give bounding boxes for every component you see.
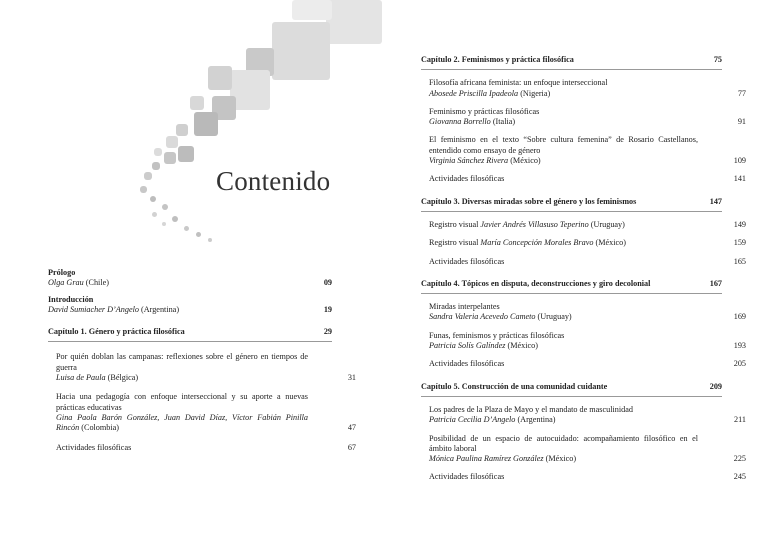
entry-label: Prólogo xyxy=(48,268,76,277)
square-decoration xyxy=(190,96,204,110)
item-title: Por quién doblan las campanas: reflexiones sobre el género en tiempos de guerra xyxy=(56,352,308,372)
entry-author: David Sumiacher D’Angelo xyxy=(48,304,139,314)
page-number: 167 xyxy=(709,278,722,288)
item-title: Los padres de la Plaza de Mayo y el mandato de masculinidad xyxy=(429,404,633,414)
square-decoration xyxy=(172,216,178,222)
item-country: (México) xyxy=(505,341,538,351)
page-number: 205 xyxy=(733,359,746,369)
toc-item xyxy=(429,404,746,426)
decorative-squares xyxy=(0,0,400,260)
square-decoration xyxy=(230,70,270,110)
item-country: (Nigeria) xyxy=(518,88,551,98)
page-number: 67 xyxy=(347,442,356,452)
item-country: (México) xyxy=(593,238,626,248)
chapter-title: Capítulo 5. Construcción de una comunidad cuidante xyxy=(421,381,608,391)
square-decoration xyxy=(164,152,176,164)
chapter-heading xyxy=(421,279,722,294)
item-country: (Uruguay) xyxy=(588,219,625,229)
item-country: (Uruguay) xyxy=(535,312,572,322)
toc-item xyxy=(429,433,746,465)
chapter-heading xyxy=(421,55,722,70)
page-number: 47 xyxy=(347,423,356,433)
toc-item xyxy=(429,78,746,99)
square-decoration xyxy=(176,124,188,136)
item-country: (México) xyxy=(508,156,541,166)
square-decoration xyxy=(292,0,332,20)
toc-item xyxy=(429,359,746,369)
page-number: 209 xyxy=(709,381,722,391)
square-decoration xyxy=(326,0,382,44)
entry-country: (Chile) xyxy=(83,278,109,288)
item-title: Funas, feminismos y prácticas filosóficas xyxy=(429,330,565,340)
page-number: 19 xyxy=(323,304,332,314)
item-author: Patricia Solís Galíndez xyxy=(429,341,506,351)
page-title: Contenido xyxy=(216,166,331,196)
toc-entry-introduccion xyxy=(48,295,332,316)
item-author: Sandra Valeria Acevedo Cameto xyxy=(429,312,536,322)
page-number: 91 xyxy=(737,117,746,127)
square-decoration xyxy=(140,186,147,193)
chapter-heading xyxy=(421,197,722,212)
chapter-title: Capítulo 2. Feminismos y práctica filosófica xyxy=(421,55,574,64)
item-author: Abosede Priscilla Ipadeola xyxy=(429,88,519,98)
page-number: 245 xyxy=(733,472,746,482)
toc-entry-prologo xyxy=(48,268,332,289)
toc-item xyxy=(429,330,746,352)
page-number: 147 xyxy=(709,196,722,206)
square-decoration xyxy=(178,146,194,162)
page-number: 211 xyxy=(734,415,746,425)
page-number: 31 xyxy=(347,373,356,383)
item-author: Gina Paola Barón González, Juan David Díaz, Víctor Fabián Pinilla Rincón xyxy=(56,412,308,433)
square-decoration xyxy=(152,162,160,170)
item-title: Miradas interpelantes xyxy=(429,302,500,312)
entry-label: Introducción xyxy=(48,294,94,304)
page-number: 159 xyxy=(733,238,746,248)
page-number: 75 xyxy=(713,55,722,64)
square-decoration xyxy=(208,238,212,242)
toc-right xyxy=(421,55,746,483)
item-author: Javier Andrés Villasuso Teperino xyxy=(480,219,589,229)
item-title: Registro visual xyxy=(429,219,481,229)
page-number: 169 xyxy=(733,312,746,322)
square-decoration xyxy=(184,226,189,231)
square-decoration xyxy=(144,172,152,180)
entry-country: (Argentina) xyxy=(138,304,180,314)
item-country: (Argentina) xyxy=(515,415,556,425)
toc-item xyxy=(429,219,746,230)
item-country: (Colombia) xyxy=(79,423,119,433)
item-author: Luisa de Paula xyxy=(56,373,106,383)
page-number: 29 xyxy=(323,327,332,337)
item-title: El feminismo en el texto “Sobre cultura femenina” de Rosario Castellanos, entendido como ensayo de género xyxy=(429,135,698,155)
item-author: María Concepción Morales Bravo xyxy=(480,238,594,248)
toc-item xyxy=(429,174,746,184)
toc-left xyxy=(48,268,356,453)
page-number: 109 xyxy=(733,156,746,166)
item-title: Actividades filosóficas xyxy=(429,359,505,369)
item-title: Actividades filosóficas xyxy=(56,442,132,452)
page-number: 141 xyxy=(733,174,746,184)
item-country: (Bélgica) xyxy=(105,373,139,383)
item-title: Feminismo y prácticas filosóficas xyxy=(429,106,540,116)
square-decoration xyxy=(154,148,162,156)
square-decoration xyxy=(162,222,166,226)
toc-item xyxy=(429,135,746,166)
toc-item xyxy=(429,256,746,267)
chapter-title: Capítulo 1. Género y práctica filosófica xyxy=(48,327,185,337)
chapter-heading xyxy=(48,327,332,342)
chapter-heading xyxy=(421,382,722,397)
square-decoration xyxy=(152,212,157,217)
square-decoration xyxy=(166,136,178,148)
item-title: Actividades filosóficas xyxy=(429,174,505,184)
item-title: Registro visual xyxy=(429,238,481,248)
chapter-title: Capítulo 4. Tópicos en disputa, deconstrucciones y giro decolonial xyxy=(421,278,651,288)
item-title: Actividades filosóficas xyxy=(429,256,505,266)
toc-item xyxy=(429,106,746,128)
item-author: Virginia Sánchez Rivera xyxy=(429,156,509,166)
toc-item xyxy=(56,442,356,453)
item-country: (México) xyxy=(543,454,577,464)
item-title: Posibilidad de un espacio de autocuidado: acompañamiento filosófico en el ámbito laboral xyxy=(429,433,698,453)
square-decoration xyxy=(194,112,218,136)
square-decoration xyxy=(196,232,201,237)
toc-item xyxy=(56,392,356,433)
page-number: 165 xyxy=(733,256,746,266)
square-decoration xyxy=(272,22,330,80)
item-country: (Italia) xyxy=(490,117,516,127)
item-author: Mónica Paulina Ramírez González xyxy=(429,454,544,464)
page-number: 77 xyxy=(737,88,746,98)
toc-item xyxy=(56,352,356,383)
page-number: 225 xyxy=(733,454,746,464)
entry-author: Olga Grau xyxy=(48,278,84,288)
square-decoration xyxy=(150,196,156,202)
toc-item xyxy=(429,472,746,482)
item-title: Actividades filosóficas xyxy=(429,472,505,482)
toc-item xyxy=(429,302,746,323)
page-number: 149 xyxy=(733,219,746,229)
item-author: Giovanna Borrello xyxy=(429,117,491,127)
item-title: Filosofía africana feminista: un enfoque interseccional xyxy=(429,78,608,88)
page-number: 193 xyxy=(733,341,746,351)
square-decoration xyxy=(162,204,168,210)
toc-item xyxy=(429,238,746,248)
square-decoration xyxy=(208,66,232,90)
chapter-title: Capítulo 3. Diversas miradas sobre el género y los feminismos xyxy=(421,196,637,206)
item-title: Hacia una pedagogía con enfoque interseccional y su aporte a nuevas prácticas educativas xyxy=(56,392,308,412)
item-author: Patricia Cecilia D’Angelo xyxy=(429,415,516,425)
page-number: 09 xyxy=(323,278,332,288)
